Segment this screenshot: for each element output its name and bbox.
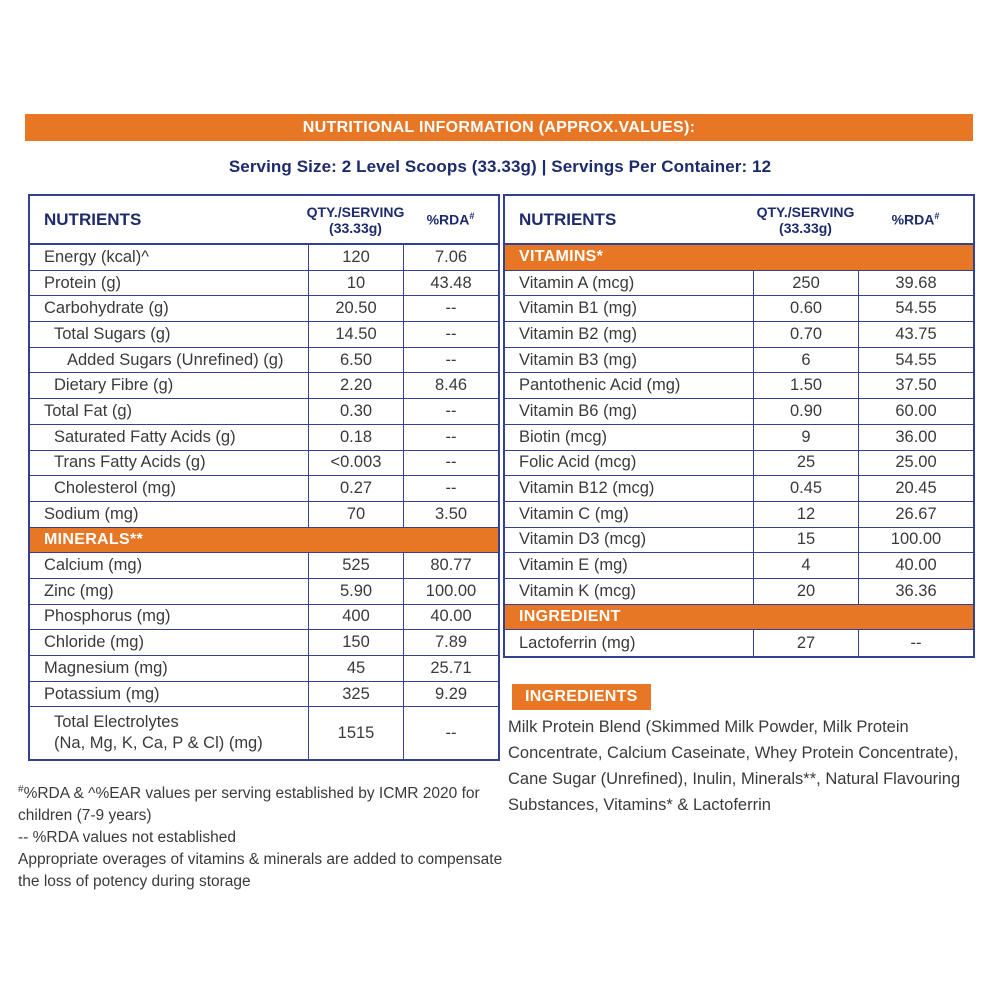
rda-percent-value: --	[403, 707, 498, 758]
col-header-qty-per-serving: QTY./SERVING (33.33g)	[306, 203, 405, 236]
nutrient-label: Magnesium (mg)	[44, 658, 168, 677]
qty-per-serving-value: 14.50	[308, 322, 403, 347]
rda-percent-value: --	[403, 451, 498, 476]
ingredients-badge-label: INGREDIENTS	[525, 688, 638, 705]
nutrient-label: Biotin (mcg)	[519, 427, 608, 446]
rda-percent-value: 54.55	[858, 348, 973, 373]
nutrient-label: Saturated Fatty Acids (g)	[54, 427, 236, 446]
nutrient-label: Phosphorus (mg)	[44, 607, 171, 626]
nutrient-label: Lactoferrin (mg)	[519, 633, 636, 652]
rda-percent-value: 60.00	[858, 399, 973, 424]
table-row	[30, 605, 498, 631]
rda-percent-value: --	[403, 399, 498, 424]
rda-percent-value: --	[403, 322, 498, 347]
rda-percent-value: --	[403, 476, 498, 501]
qty-per-serving-value: 250	[753, 271, 858, 296]
table-row	[30, 707, 498, 758]
qty-per-serving-value: 325	[308, 682, 403, 707]
table-row	[505, 630, 973, 656]
table-header-right	[505, 196, 973, 245]
table-row	[505, 399, 973, 425]
ingredients-badge	[512, 684, 651, 710]
qty-per-serving-value: 4	[753, 553, 858, 578]
nutrients-table-left	[28, 194, 500, 761]
qty-per-serving-value: 25	[753, 451, 858, 476]
qty-per-serving-value: 525	[308, 553, 403, 578]
qty-per-serving-value: 10	[308, 271, 403, 296]
table-row	[30, 322, 498, 348]
table-header-left	[30, 196, 498, 245]
table-row	[505, 348, 973, 374]
nutrient-label: Zinc (mg)	[44, 581, 114, 600]
serving-size-line: Serving Size: 2 Level Scoops (33.33g) | Servings Per Container: 12	[228, 157, 772, 176]
section-header-row	[505, 605, 973, 631]
rda-percent-value: 100.00	[403, 579, 498, 604]
nutrient-label: Dietary Fibre (g)	[54, 376, 174, 395]
nutrient-label: Trans Fatty Acids (g)	[54, 453, 206, 472]
table-row	[505, 502, 973, 528]
nutrient-label: Chloride (mg)	[44, 633, 144, 652]
qty-per-serving-value: 2.20	[308, 373, 403, 398]
table-row	[30, 296, 498, 322]
footnotes	[18, 779, 516, 893]
footnote-rda-ear-source: #%RDA & ^%EAR values per serving established by ICMR 2020 for children (7-9 years)	[18, 784, 480, 825]
table-row	[30, 271, 498, 297]
rda-percent-value: 9.29	[403, 682, 498, 707]
qty-per-serving-value: 0.27	[308, 476, 403, 501]
nutrient-label: Folic Acid (mcg)	[519, 453, 637, 472]
table-row	[30, 425, 498, 451]
table-row	[30, 630, 498, 656]
nutrient-label: Pantothenic Acid (mg)	[519, 376, 681, 395]
table-row	[30, 502, 498, 528]
rda-percent-value: 20.45	[858, 476, 973, 501]
rda-percent-value: 40.00	[403, 605, 498, 630]
table-row	[505, 322, 973, 348]
qty-per-serving-value: 9	[753, 425, 858, 450]
nutrient-label: Cholesterol (mg)	[54, 479, 176, 498]
rda-percent-value: 8.46	[403, 373, 498, 398]
table-row	[505, 528, 973, 554]
qty-per-serving-value: 27	[753, 630, 858, 656]
section-header-row	[505, 245, 973, 271]
section-header-row	[30, 528, 498, 554]
col-header-qty-per-serving: QTY./SERVING (33.33g)	[756, 203, 855, 236]
qty-per-serving-value: 1515	[308, 707, 403, 758]
table-row	[30, 399, 498, 425]
nutrient-label: Vitamin B6 (mg)	[519, 401, 637, 420]
qty-per-serving-value: <0.003	[308, 451, 403, 476]
footnote-rda-not-established: -- %RDA values not established	[18, 829, 236, 847]
qty-per-serving-value: 0.30	[308, 399, 403, 424]
rda-percent-value: --	[403, 348, 498, 373]
col-header-nutrients: NUTRIENTS	[519, 209, 617, 229]
qty-per-serving-value: 6.50	[308, 348, 403, 373]
qty-per-serving-value: 0.18	[308, 425, 403, 450]
rda-percent-value: 36.36	[858, 579, 973, 604]
qty-per-serving-value: 400	[308, 605, 403, 630]
qty-per-serving-value: 0.45	[753, 476, 858, 501]
nutrient-label: Vitamin K (mcg)	[519, 581, 637, 600]
nutrient-label: Vitamin B1 (mg)	[519, 299, 637, 318]
rda-percent-value: --	[403, 296, 498, 321]
table-row	[30, 553, 498, 579]
nutrient-label: Vitamin C (mg)	[519, 504, 629, 523]
table-body-right	[505, 245, 973, 656]
rda-percent-value: 26.67	[858, 502, 973, 527]
section-header-label: MINERALS**	[44, 530, 144, 548]
qty-per-serving-value: 150	[308, 630, 403, 655]
table-row	[30, 579, 498, 605]
nutrition-tables	[28, 194, 975, 761]
rda-percent-value: 39.68	[858, 271, 973, 296]
qty-per-serving-value: 0.90	[753, 399, 858, 424]
nutrient-label: Vitamin D3 (mcg)	[519, 530, 647, 549]
nutrient-label: Vitamin B2 (mg)	[519, 324, 637, 343]
rda-percent-value: --	[403, 425, 498, 450]
table-row	[30, 373, 498, 399]
table-row	[505, 553, 973, 579]
table-row	[505, 476, 973, 502]
table-row	[505, 271, 973, 297]
nutrients-table-right	[503, 194, 975, 658]
table-row	[505, 373, 973, 399]
table-row	[30, 245, 498, 271]
nutrient-label: Total Sugars (g)	[54, 324, 171, 343]
table-row	[30, 451, 498, 477]
table-row	[30, 348, 498, 374]
qty-per-serving-value: 5.90	[308, 579, 403, 604]
rda-percent-value: 36.00	[858, 425, 973, 450]
rda-percent-value: 54.55	[858, 296, 973, 321]
table-row	[505, 296, 973, 322]
table-row	[505, 451, 973, 477]
rda-percent-value: 25.71	[403, 656, 498, 681]
nutrient-label: Energy (kcal)^	[44, 247, 149, 266]
qty-per-serving-value: 120	[308, 245, 403, 270]
rda-percent-value: 3.50	[403, 502, 498, 527]
rda-percent-value: 80.77	[403, 553, 498, 578]
qty-per-serving-value: 6	[753, 348, 858, 373]
section-header-label: INGREDIENT	[519, 607, 621, 625]
nutrient-label: Carbohydrate (g)	[44, 299, 169, 318]
nutrient-label: Vitamin E (mg)	[519, 556, 628, 575]
nutrient-label: Total Fat (g)	[44, 401, 133, 420]
rda-percent-value: 37.50	[858, 373, 973, 398]
title-bar	[25, 114, 973, 141]
rda-percent-value: 100.00	[858, 528, 973, 553]
section-header-label: VITAMINS*	[519, 248, 604, 266]
nutrient-label: Calcium (mg)	[44, 556, 143, 575]
table-row	[505, 579, 973, 605]
nutrient-label: Total Electrolytes (Na, Mg, K, Ca, P & Cl) (mg)	[54, 713, 263, 753]
rda-percent-value: 43.75	[858, 322, 973, 347]
qty-per-serving-value: 1.50	[753, 373, 858, 398]
col-header-nutrients: NUTRIENTS	[44, 209, 142, 229]
rda-percent-value: 25.00	[858, 451, 973, 476]
rda-percent-value: 43.48	[403, 271, 498, 296]
nutrient-label: Vitamin B3 (mg)	[519, 350, 637, 369]
table-row	[30, 476, 498, 502]
title-text: NUTRITIONAL INFORMATION (APPROX.VALUES):	[302, 118, 696, 136]
nutrient-label: Sodium (mg)	[44, 504, 139, 523]
rda-percent-value: 7.06	[403, 245, 498, 270]
qty-per-serving-value: 70	[308, 502, 403, 527]
rda-percent-value: --	[858, 630, 973, 656]
nutrient-label: Protein (g)	[44, 273, 122, 292]
rda-percent-value: 40.00	[858, 553, 973, 578]
ingredients-text: Milk Protein Blend (Skimmed Milk Powder, Milk Protein Concentrate, Calcium Caseinate, Whey Protein Concentrate), Cane Sugar (Unrefined), Inulin, Minerals**, Natural Flavouring Substances, Vitamins* & Lactoferrin	[508, 718, 961, 814]
qty-per-serving-value: 12	[753, 502, 858, 527]
qty-per-serving-value: 0.60	[753, 296, 858, 321]
qty-per-serving-value: 20	[753, 579, 858, 604]
col-header-rda-percent: %RDA#	[426, 211, 475, 228]
rda-percent-value: 7.89	[403, 630, 498, 655]
nutrient-label: Potassium (mg)	[44, 684, 160, 703]
table-row	[505, 425, 973, 451]
table-row	[30, 682, 498, 708]
footnote-overages: Appropriate overages of vitamins & minerals are added to compensate the loss of potency during storage	[18, 851, 503, 891]
qty-per-serving-value: 0.70	[753, 322, 858, 347]
nutrient-label: Vitamin A (mcg)	[519, 273, 635, 292]
nutrient-label: Added Sugars (Unrefined) (g)	[67, 350, 284, 369]
qty-per-serving-value: 45	[308, 656, 403, 681]
qty-per-serving-value: 20.50	[308, 296, 403, 321]
nutrient-label: Vitamin B12 (mcg)	[519, 479, 655, 498]
qty-per-serving-value: 15	[753, 528, 858, 553]
col-header-rda-percent: %RDA#	[891, 211, 940, 228]
table-body-left	[30, 245, 498, 759]
table-row	[30, 656, 498, 682]
